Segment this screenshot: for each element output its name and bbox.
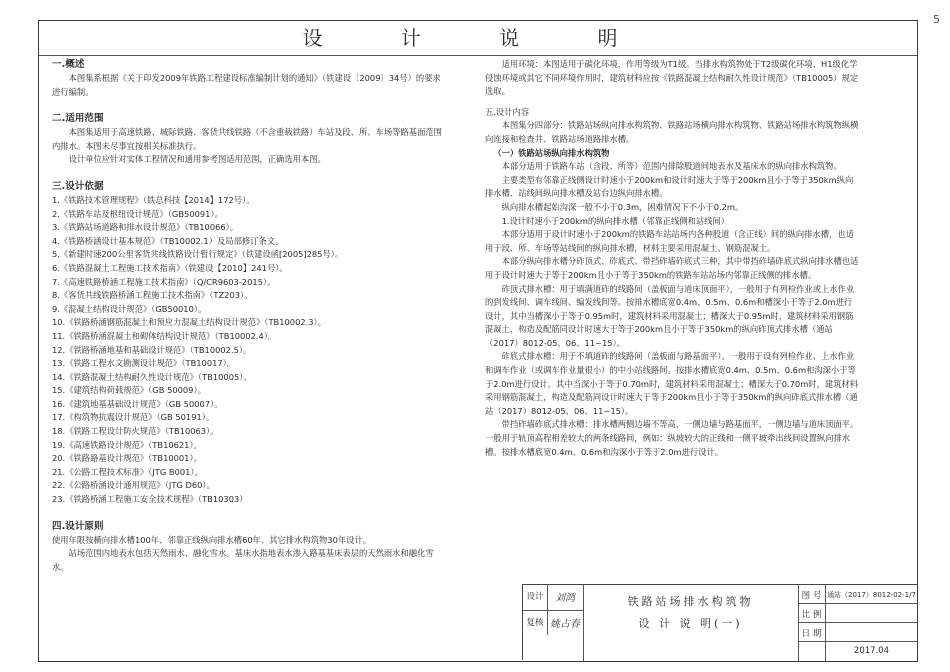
drawing-number: 通站（2017）8012-02-1/7	[827, 591, 916, 599]
subsection-heading-longitudinal: （一）铁路站场纵向排水构筑物	[493, 147, 610, 158]
reference-item: 21.《公路工程技术标准》（JTG B001）。	[52, 466, 203, 477]
scope-text-1: 本图集适用于高速铁路、城际铁路、客货共线铁路（不含重载铁路）车站及段、所、车场等路基面范围内排水。本图未尽事宜按相关标准执行。	[52, 127, 442, 151]
reference-item: 8.《客货共线铁路桥涵工程施工技术指南》（TZ203）。	[52, 290, 253, 301]
reference-item: 1.《铁路技术管理规程》（铁总科技【2014】172号）。	[52, 194, 255, 205]
reference-item: 23.《铁路桥涵工程施工安全技术规程》（TB10303）	[52, 494, 248, 505]
divider	[523, 610, 583, 611]
reference-item: 9.《混凝土结构设计规范》（GB50010）。	[52, 303, 207, 314]
reference-item: 15.《建筑结构荷载规范》（GB 50009）。	[52, 385, 206, 396]
main-types-text: 主要类型有邻靠正线侧设计时速小于200km和设计时速大于等于200km且小于等于350km纵向排水槽、站线间纵向排水槽及站台边纵向排水槽。	[485, 174, 854, 199]
longitudinal-text: 本部分适用于铁路车站（含段、所等）范围内排除股道间地表水及基床水的纵向排水构筑物。	[501, 161, 842, 172]
environment-text: 适用环境：本图适用于碳化环境，作用等级为T1级。当排水构筑物处于T2级碳化环境、H1级化学侵蚀环境或其它不同环境作用时，建筑材料应按《铁路混凝土结构耐久性设计规范》（TB10005）规定选取。	[485, 59, 859, 97]
overview-text: 本图集系根据《关于印发2009年铁路工程建设标准编制计划的通知》（铁建设〔2009〕34号）的要求进行编制。	[52, 73, 441, 97]
item1-text: 本部分适用于设计时速小于200km的铁路车站站场内各种股道（含正线）间的纵向排水槽，也适用于段、所、车场等站线间的纵向排水槽，材料主要采用混凝土、钢筋混凝土。	[485, 229, 854, 253]
reference-item: 12.《铁路桥涵地基和基础设计规范》（TB10002.5）。	[52, 344, 252, 355]
ballast-bottom-text: 砟底式排水槽：用于不填道砟的线路间（盖板面与路基面平）。一般用于设有列检作业、上水作业和调车作业（或调车作业量很小）的中小站线路间。按排水槽底宽0.4m、0.5m、0.6m和沟深小于等于2.0m进行设计。其中当深小于等于0.70m时，建筑材料采用混凝土；槽深大于0.70m时，建筑材料采用钢筋混凝土，构造及配筋同设计时速大于等于200km且小于等于350km的纵向砟底式排水槽（通站（2017）8012-05、06、11~15）。	[485, 351, 859, 416]
scale-label: 比 例	[801, 610, 822, 620]
reference-item: 17.《构筑物抗震设计规范》（GB 50191）。	[52, 412, 215, 423]
drawing-title-line1: 铁路站场排水构筑物	[627, 595, 754, 608]
right-column	[485, 58, 860, 459]
design-label: 设计	[526, 592, 544, 602]
drawing-number-label: 图 号	[801, 591, 822, 601]
reference-item: 22.《公路桥涵设计通用规范》（JTG D60）。	[52, 480, 215, 491]
section-heading-content: 五.设计内容	[485, 106, 530, 117]
section-heading-overview: 一.概述	[52, 59, 85, 70]
content-text: 本图集分四部分：铁路站场纵向排水构筑物、铁路站场横向排水构筑物、铁路站场排水构筑物纵横向连接和检查井、铁路站场道路排水槽。	[485, 120, 859, 144]
reference-item: 3.《铁路站场道路和排水设计规范》（TB10066）。	[52, 222, 239, 233]
reference-item: 6.《铁路混凝土工程施工技术指南》（铁建设【2010】241号）。	[52, 262, 288, 273]
divider	[798, 603, 918, 604]
reference-item: 14.《铁路混凝土结构耐久性设计规范》（TB10005）。	[52, 371, 252, 382]
scope-text-2: 设计单位应针对实体工程情况和通用参考图适用范围，正确选用本图。	[68, 154, 326, 165]
slope-text: 纵向排水槽起始沟深一般不小于0.3m，困难情况下不小于0.2m。	[501, 201, 744, 212]
page-number: 5	[933, 13, 940, 26]
review-label: 复核	[526, 618, 544, 628]
reference-item: 20.《铁路路基设计规范》（TB10001）。	[52, 453, 202, 464]
divider	[798, 641, 918, 642]
page-title: 设 计 说 明	[302, 26, 654, 50]
left-column	[52, 52, 447, 574]
reference-item: 4.《铁路桥涵设计基本规范》（TB10002.1）及局部修订条文。	[52, 235, 284, 246]
drawing-title-line2: 设 计 说 明(一)	[638, 617, 743, 630]
section-heading-basis: 三.设计依据	[52, 180, 104, 192]
section-heading-principles: 四.设计原则	[52, 520, 104, 532]
section-heading-scope: 二.适用范围	[52, 113, 104, 125]
item1-text-2: 本部分纵向排水槽分砟顶式、砟底式、带挡砟墙砟底式三种，其中带挡砟墙砟底式纵向排水槽也适用于设计时速大于等于200km且小于等于350km的铁路车站站场内邻靠正线侧的排水槽。	[485, 256, 859, 280]
reference-item: 10.《铁路桥涵钢筋混凝土和预应力混凝土结构设计规范》（TB10002.3）。	[52, 317, 326, 328]
reviewer-signature: 姚占春	[550, 619, 580, 630]
reference-item: 13.《铁路工程水文勘测设计规范》（TB10017）。	[52, 358, 236, 369]
reference-item: 11.《铁路桥涵混凝土和砌体结构设计规范》（TB10002.4）。	[52, 330, 277, 341]
retaining-wall-text: 带挡砟墙砟底式排水槽：排水槽两侧边墙不等高，一侧边墙与路基面平，一侧边墙与道床顶面平。一般用于轨顶高程相差较大的两条线路间，例如：纵坡较大的正线和一侧平坡牵出线间设置纵向排水槽。按排水槽底宽0.4m、0.6m和沟深小于等于2.0m进行设计。	[485, 419, 859, 457]
principles-text-1: 使用年限按横向排水槽100年、邻靠正线纵向排水槽60年、其它排水构筑物30年设计。	[52, 534, 372, 545]
principles-text-2: 站场范围内地表水包括天然雨水、融化雪水。基床水指地表水渗入路基基床表层的天然雨水和融化雪水。	[52, 548, 434, 572]
ballast-top-text: 砟顶式排水槽：用于填满道砟的线路间（盖板面与道床顶面平），一般用于有列检作业或上水作业的到发线间、调车线间、编发线间等。按排水槽底宽0.4m、0.5m、0.6m和槽深小于等于2.0m进行设计，其中当槽深小于等于0.95m时，建筑材料采用混凝土；槽深大于0.95m时，建筑材料采用钢筋混凝土，构造及配筋同设计时速大于等于200km且小于等于350km的纵向砟顶式排水槽（通站（2017）8012-05、06、11~15）。	[485, 283, 855, 348]
divider	[798, 622, 918, 623]
title-block	[522, 584, 917, 660]
reference-item: 5.《新建时速200公里客货共线铁路设计暂行规定》（铁建设函[2005]285号）。	[52, 249, 344, 260]
date-value: 2017.04	[853, 646, 890, 656]
reference-list	[52, 194, 447, 507]
reference-item: 7.《高速铁路桥涵工程施工技术指南》（Q/CR9603-2015）。	[52, 276, 276, 287]
reference-item: 19.《高速铁路设计规范》（TB10621）。	[52, 439, 202, 450]
item-heading-1: 1.设计时速小于200km的纵向排水槽（邻靠正线侧和站线间）	[501, 215, 730, 226]
reference-item: 18.《铁路工程设计防火规范》（TB10063）。	[52, 426, 219, 437]
designer-signature: 刘鸿	[555, 593, 575, 604]
date-label: 日 期	[801, 629, 822, 639]
reference-item: 16.《建筑地基基础设计规范》（GB 50007）。	[52, 398, 223, 409]
reference-item: 2.《铁路车站及枢纽设计规范》（GB50091）。	[52, 208, 223, 219]
